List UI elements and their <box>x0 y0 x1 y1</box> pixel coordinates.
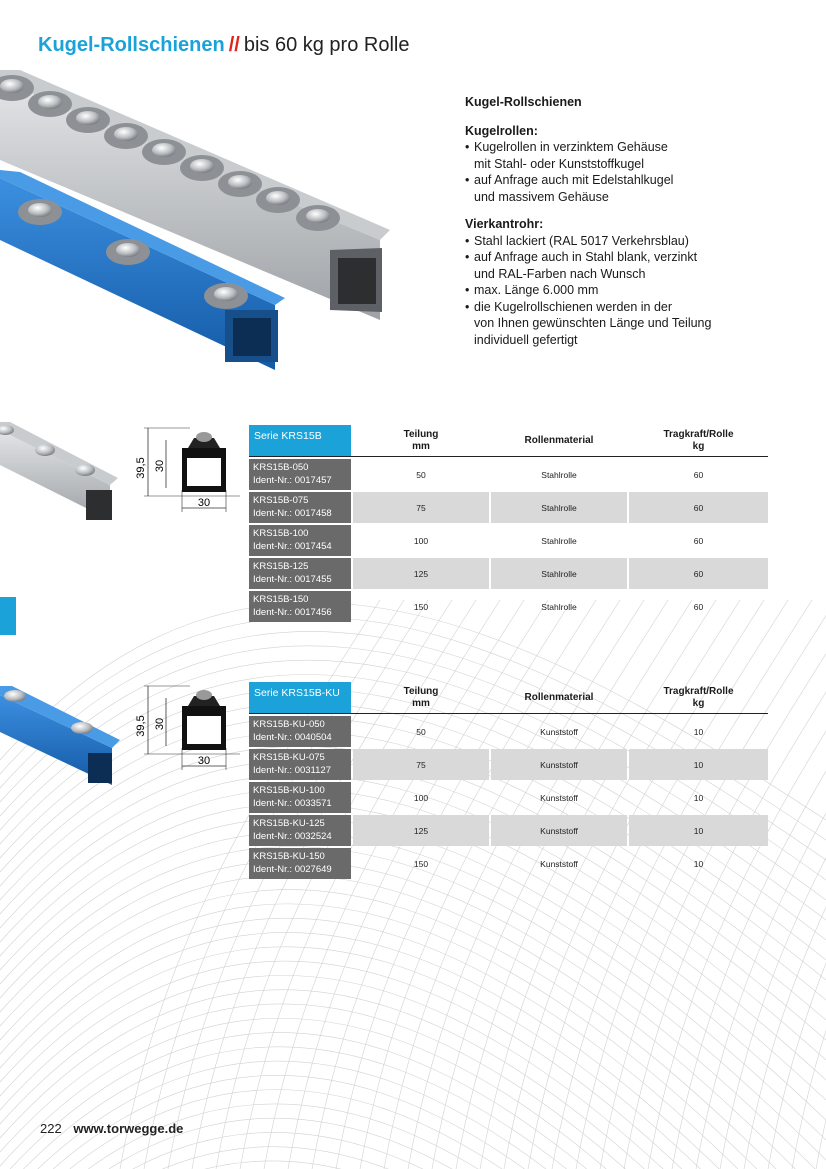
series-label: Serie KRS15B-KU <box>249 682 351 713</box>
header-tragkraft: Tragkraft/Rolle kg <box>663 428 734 452</box>
table-header <box>249 682 768 714</box>
series-label: Serie KRS15B <box>249 425 351 456</box>
header-material: Rollenmaterial <box>524 434 594 446</box>
cell-teilung: 125 <box>353 558 489 589</box>
cell-teilung: 75 <box>353 492 489 523</box>
ident-number: Ident-Nr.: 0040504 <box>253 732 332 743</box>
vierkantrohr-list <box>465 233 795 349</box>
vierkantrohr-item-continuation: individuell gefertigt <box>474 332 578 347</box>
cell-tragkraft: 60 <box>629 558 768 589</box>
article-number: KRS15B-KU-075 <box>253 752 325 763</box>
page-title <box>38 34 409 57</box>
cell-teilung: 75 <box>353 749 489 780</box>
wave-line <box>0 975 826 1169</box>
website-link[interactable]: www.torwegge.de <box>73 1121 184 1136</box>
kugelrollen-list <box>465 139 795 205</box>
article-label <box>249 782 351 813</box>
vierkantrohr-title: Vierkantrohr: <box>465 217 544 231</box>
section-tab-marker <box>0 597 16 635</box>
table-body <box>249 714 768 881</box>
wave-line <box>0 847 826 1160</box>
cell-material: Stahlrolle <box>541 535 577 546</box>
article-number: KRS15B-050 <box>253 462 309 473</box>
wave-line <box>816 600 826 1169</box>
cell-tragkraft: 60 <box>629 492 768 523</box>
footer <box>40 1121 183 1136</box>
dim-width: 30 <box>197 755 211 767</box>
ident-number: Ident-Nr.: 0017454 <box>253 541 332 552</box>
spec-heading: Kugel-Rollschienen <box>465 95 582 109</box>
cell-tragkraft: 60 <box>693 469 704 480</box>
article-label <box>249 716 351 747</box>
technical-drawing-krs15b <box>130 420 248 520</box>
article-number: KRS15B-KU-100 <box>253 785 325 796</box>
ball-roller-sphere <box>0 79 24 93</box>
article-label <box>249 591 351 622</box>
cell-material: Stahlrolle <box>491 492 627 523</box>
cell-teilung: 100 <box>413 535 429 546</box>
header-material: Rollenmaterial <box>524 691 594 703</box>
cell-tragkraft: 60 <box>693 535 704 546</box>
page-number: 222 <box>40 1121 62 1136</box>
article-label <box>249 848 351 879</box>
cell-tragkraft: 10 <box>693 858 704 869</box>
kugelrollen-item: • auf Anfrage auch mit Edelstahlkugel <box>465 172 795 189</box>
ball-roller-sphere <box>116 243 140 257</box>
dim-inner: 30 <box>154 459 166 473</box>
kugelrollen-title: Kugelrollen: <box>465 123 538 138</box>
article-number: KRS15B-KU-125 <box>253 818 325 829</box>
table-row <box>249 492 768 525</box>
table-row <box>249 558 768 591</box>
ball-roller-sphere <box>190 159 214 173</box>
wave-line <box>0 1161 826 1169</box>
ident-number: Ident-Nr.: 0031127 <box>253 765 331 776</box>
article-number: KRS15B-150 <box>253 594 309 605</box>
cell-teilung: 150 <box>413 858 429 869</box>
article-label <box>249 459 351 490</box>
vierkantrohr-item: • max. Länge 6.000 mm <box>465 282 795 299</box>
cell-material: Stahlrolle <box>491 558 627 589</box>
table-row <box>249 525 768 558</box>
cell-teilung: 150 <box>413 601 429 612</box>
wave-line <box>0 1018 826 1169</box>
cell-teilung: 100 <box>413 792 429 803</box>
cell-teilung: 50 <box>416 726 426 737</box>
spec-text <box>465 94 795 348</box>
cell-material: Stahlrolle <box>541 469 577 480</box>
article-number: KRS15B-075 <box>253 495 309 506</box>
table-row <box>249 716 768 749</box>
product-image-rails <box>0 70 400 370</box>
ball-roller-sphere <box>152 143 176 157</box>
cell-teilung: 125 <box>353 815 489 846</box>
ident-number: Ident-Nr.: 0032524 <box>253 831 332 842</box>
cell-material: Kunststoff <box>540 792 578 803</box>
rail-image-blue <box>0 680 125 790</box>
dim-inner: 30 <box>154 717 166 731</box>
table-header <box>249 425 768 457</box>
ball-roller-sphere <box>38 95 62 109</box>
table-row <box>249 591 768 624</box>
cell-tragkraft: 10 <box>693 792 704 803</box>
kugelrollen-item-continuation: und massivem Gehäuse <box>474 189 609 204</box>
dim-height: 39,5 <box>135 457 147 479</box>
article-number: KRS15B-KU-150 <box>253 851 325 862</box>
article-label <box>249 492 351 523</box>
table-row <box>249 749 768 782</box>
kugelrollen-item: • Kugelrollen in verzinktem Gehäuse <box>465 139 795 156</box>
technical-drawing-krs15b-ku <box>130 678 248 778</box>
ball-roller-sphere <box>266 191 290 205</box>
ident-number: Ident-Nr.: 0027649 <box>253 864 332 875</box>
header-tragkraft: Tragkraft/Rolle kg <box>663 685 734 709</box>
article-number: KRS15B-100 <box>253 528 309 539</box>
rail-image-silver <box>0 420 125 525</box>
table-body <box>249 457 768 624</box>
wave-line <box>0 1047 826 1169</box>
table-row <box>249 782 768 815</box>
cell-teilung: 50 <box>416 469 426 480</box>
dim-height: 39,5 <box>135 715 147 737</box>
vierkantrohr-item: • die Kugelrollschienen werden in der <box>465 299 795 316</box>
vierkantrohr-item-continuation: von Ihnen gewünschten Länge und Teilung <box>474 316 712 330</box>
cell-tragkraft: 10 <box>629 815 768 846</box>
vierkantrohr-item: • auf Anfrage auch in Stahl blank, verzinkt <box>465 249 795 266</box>
cell-tragkraft: 10 <box>693 726 704 737</box>
dim-width: 30 <box>197 497 211 509</box>
table-row <box>249 459 768 492</box>
cell-material: Kunststoff <box>540 858 578 869</box>
cell-material: Stahlrolle <box>541 601 577 612</box>
article-number: KRS15B-125 <box>253 561 309 572</box>
cell-material: Kunststoff <box>491 749 627 780</box>
ball-roller-sphere <box>306 209 330 223</box>
article-label <box>249 525 351 556</box>
ident-number: Ident-Nr.: 0017458 <box>253 508 332 519</box>
title-sub: bis 60 kg pro Rolle <box>243 34 410 56</box>
title-main: Kugel-Rollschienen <box>38 34 225 56</box>
table-row <box>249 848 768 881</box>
title-separator: // <box>228 34 240 56</box>
ball-roller-sphere <box>28 203 52 217</box>
ball-roller-sphere <box>228 175 252 189</box>
table-krs15b <box>249 425 768 624</box>
cell-material: Kunststoff <box>540 726 578 737</box>
table-krs15b-ku <box>249 682 768 881</box>
ident-number: Ident-Nr.: 0017455 <box>253 574 332 585</box>
article-label <box>249 558 351 589</box>
ball-roller-sphere <box>114 127 138 141</box>
article-number: KRS15B-KU-050 <box>253 719 325 730</box>
kugelrollen-item-continuation: mit Stahl- oder Kunststoffkugel <box>474 156 644 171</box>
ball-roller-sphere <box>214 287 238 301</box>
ident-number: Ident-Nr.: 0017456 <box>253 607 332 618</box>
header-teilung: Teilung mm <box>403 428 439 452</box>
ball-roller-sphere <box>76 111 100 125</box>
header-teilung: Teilung mm <box>403 685 439 709</box>
cell-tragkraft: 10 <box>629 749 768 780</box>
article-label <box>249 749 351 780</box>
cell-material: Kunststoff <box>491 815 627 846</box>
ident-number: Ident-Nr.: 0033571 <box>253 798 332 809</box>
wave-line <box>768 600 826 1169</box>
vierkantrohr-item: • Stahl lackiert (RAL 5017 Verkehrsblau) <box>465 233 795 250</box>
vierkantrohr-item-continuation: und RAL-Farben nach Wunsch <box>474 266 646 281</box>
wave-line <box>792 600 826 1169</box>
article-label <box>249 815 351 846</box>
table-row <box>249 815 768 848</box>
cell-tragkraft: 60 <box>693 601 704 612</box>
ident-number: Ident-Nr.: 0017457 <box>253 475 332 486</box>
